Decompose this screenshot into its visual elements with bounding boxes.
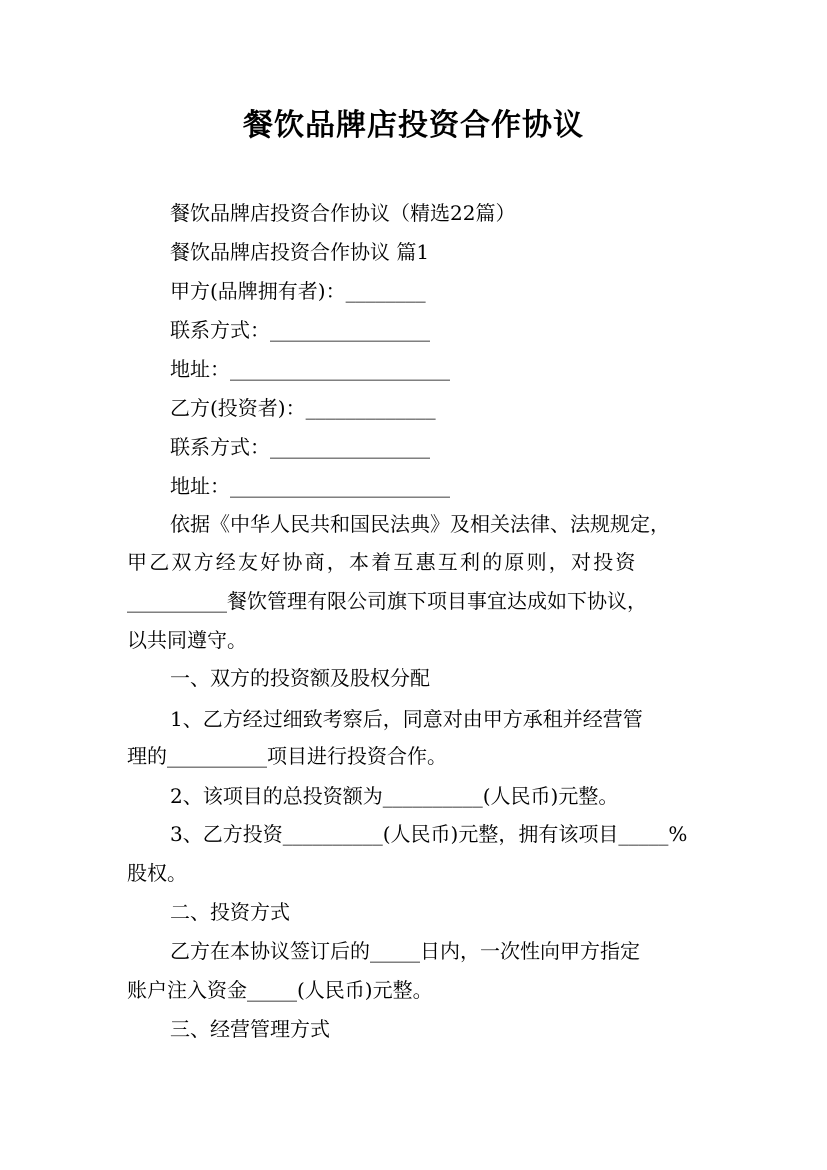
paragraph-line: 乙方在本协议签订后的_____日内，一次性向甲方指定 — [170, 939, 640, 963]
party-a-address-line: 地址：______________________ — [170, 357, 450, 381]
paragraph-line: 依据《中华人民共和国民法典》及相关法律、法规规定， — [170, 512, 670, 536]
paragraph-line: 3、乙方投资__________(人民币)元整，拥有该项目_____% — [170, 822, 688, 846]
paragraph-line: __________餐饮管理有限公司旗下项目事宜达成如下协议， — [127, 589, 647, 613]
party-a-line: 甲方(品牌拥有者)：________ — [170, 279, 426, 303]
party-b-address-line: 地址：______________________ — [170, 474, 450, 498]
party-a-contact-line: 联系方式：________________ — [170, 318, 430, 342]
paragraph-line: 甲乙双方经友好协商，本着互惠互利的原则，对投资 — [127, 550, 638, 574]
clause-heading: 一、双方的投资额及股权分配 — [170, 666, 430, 690]
clause-heading: 二、投资方式 — [170, 900, 290, 924]
paragraph-line: 2、该项目的总投资额为__________(人民币)元整。 — [170, 784, 619, 808]
party-b-contact-line: 联系方式：________________ — [170, 435, 430, 459]
section-heading: 餐饮品牌店投资合作协议 篇1 — [170, 240, 430, 264]
document-title: 餐饮品牌店投资合作协议 — [243, 108, 584, 143]
paragraph-line: 以共同遵守。 — [127, 628, 247, 652]
subtitle-line: 餐饮品牌店投资合作协议（精选22篇） — [170, 201, 516, 225]
paragraph-line: 理的__________项目进行投资合作。 — [127, 744, 447, 768]
paragraph-line: 账户注入资金_____(人民币)元整。 — [127, 978, 433, 1002]
party-b-line: 乙方(投资者)：_____________ — [170, 396, 436, 420]
clause-heading: 三、经营管理方式 — [170, 1017, 330, 1041]
paragraph-line: 1、乙方经过细致考察后，同意对由甲方承租并经营管 — [170, 707, 643, 731]
paragraph-line: 股权。 — [127, 861, 187, 885]
